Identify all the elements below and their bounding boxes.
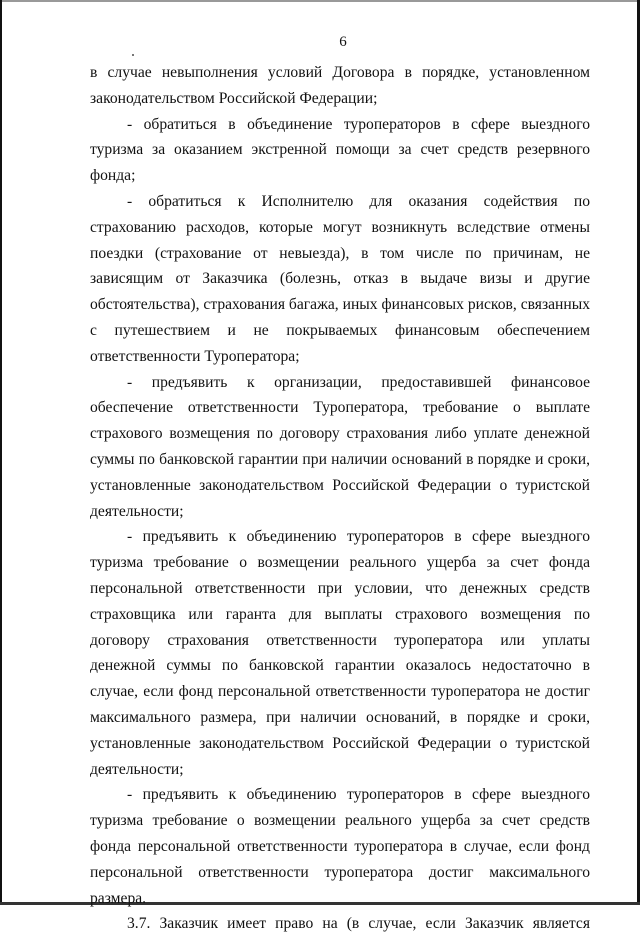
paragraph-insurance: - обратиться к Исполнителю для оказания содействия по страхованию расходов, которые могут возникнуть вследствие отмены поездки (страхование от невыезда), в том числе по причинам, не зависящим от Заказчика (болезнь, отказ в выдаче визы и другие обстоятельства), страхования багажа, иных финансовых рисков, связанных с путешествием и не покрываемых финансовым обеспечением ответственности Туроператора;	[90, 192, 590, 365]
paragraph-section-3-7: 3.7. Заказчик имеет право на (в случае, если Заказчик является	[127, 915, 590, 933]
page-number: 6	[339, 34, 347, 50]
scan-border-left	[0, 0, 2, 905]
paragraph-continuation: в случае невыполнения условий Договора в порядке, установленном законодательством Российской Федерации;	[90, 64, 590, 107]
paragraph-reserve-fund: - обратиться в объединение туроператоров в сфере выездного туризма за оказанием экстренной помощи за счет средств резервного фонда;	[90, 115, 590, 185]
scan-artifact	[132, 54, 134, 56]
scan-border-top	[0, 0, 640, 2]
paragraph-personal-liability-fund-max: - предъявить к объединению туроператоров в сфере выездного туризма требование о возмещении реального ущерба за счет средств фонда персональной ответственности туроператора в случае, если фонд персональной ответственности туроператора достиг максимального размера.	[90, 786, 590, 907]
document-body	[90, 60, 590, 937]
paragraph-financial-guarantee: - предъявить к организации, предоставившей финансовое обеспечение ответственности Туроператора, требование о выплате страхового возмещения по договору страхования либо уплате денежной суммы по банковской гарантии при наличии оснований в порядке и сроки, установленные законодательством Российской Федерации о туристской деятельности;	[90, 373, 590, 520]
paragraph-personal-liability-fund: - предъявить к объединению туроператоров в сфере выездного туризма требование о возмещении реального ущерба за счет фонда персональной ответственности при условии, что денежных средств страховщика или гаранта для выплаты страхового возмещения по договору страхования ответственности туроператора или уплаты денежной суммы по банковской гарантии оказалось недостаточно в случае, если фонд персональной ответственности туроператора не достиг максимального размера, при наличии оснований, в порядке и сроки, установленные законодательством Российской Федерации о туристской деятельности;	[90, 528, 590, 778]
